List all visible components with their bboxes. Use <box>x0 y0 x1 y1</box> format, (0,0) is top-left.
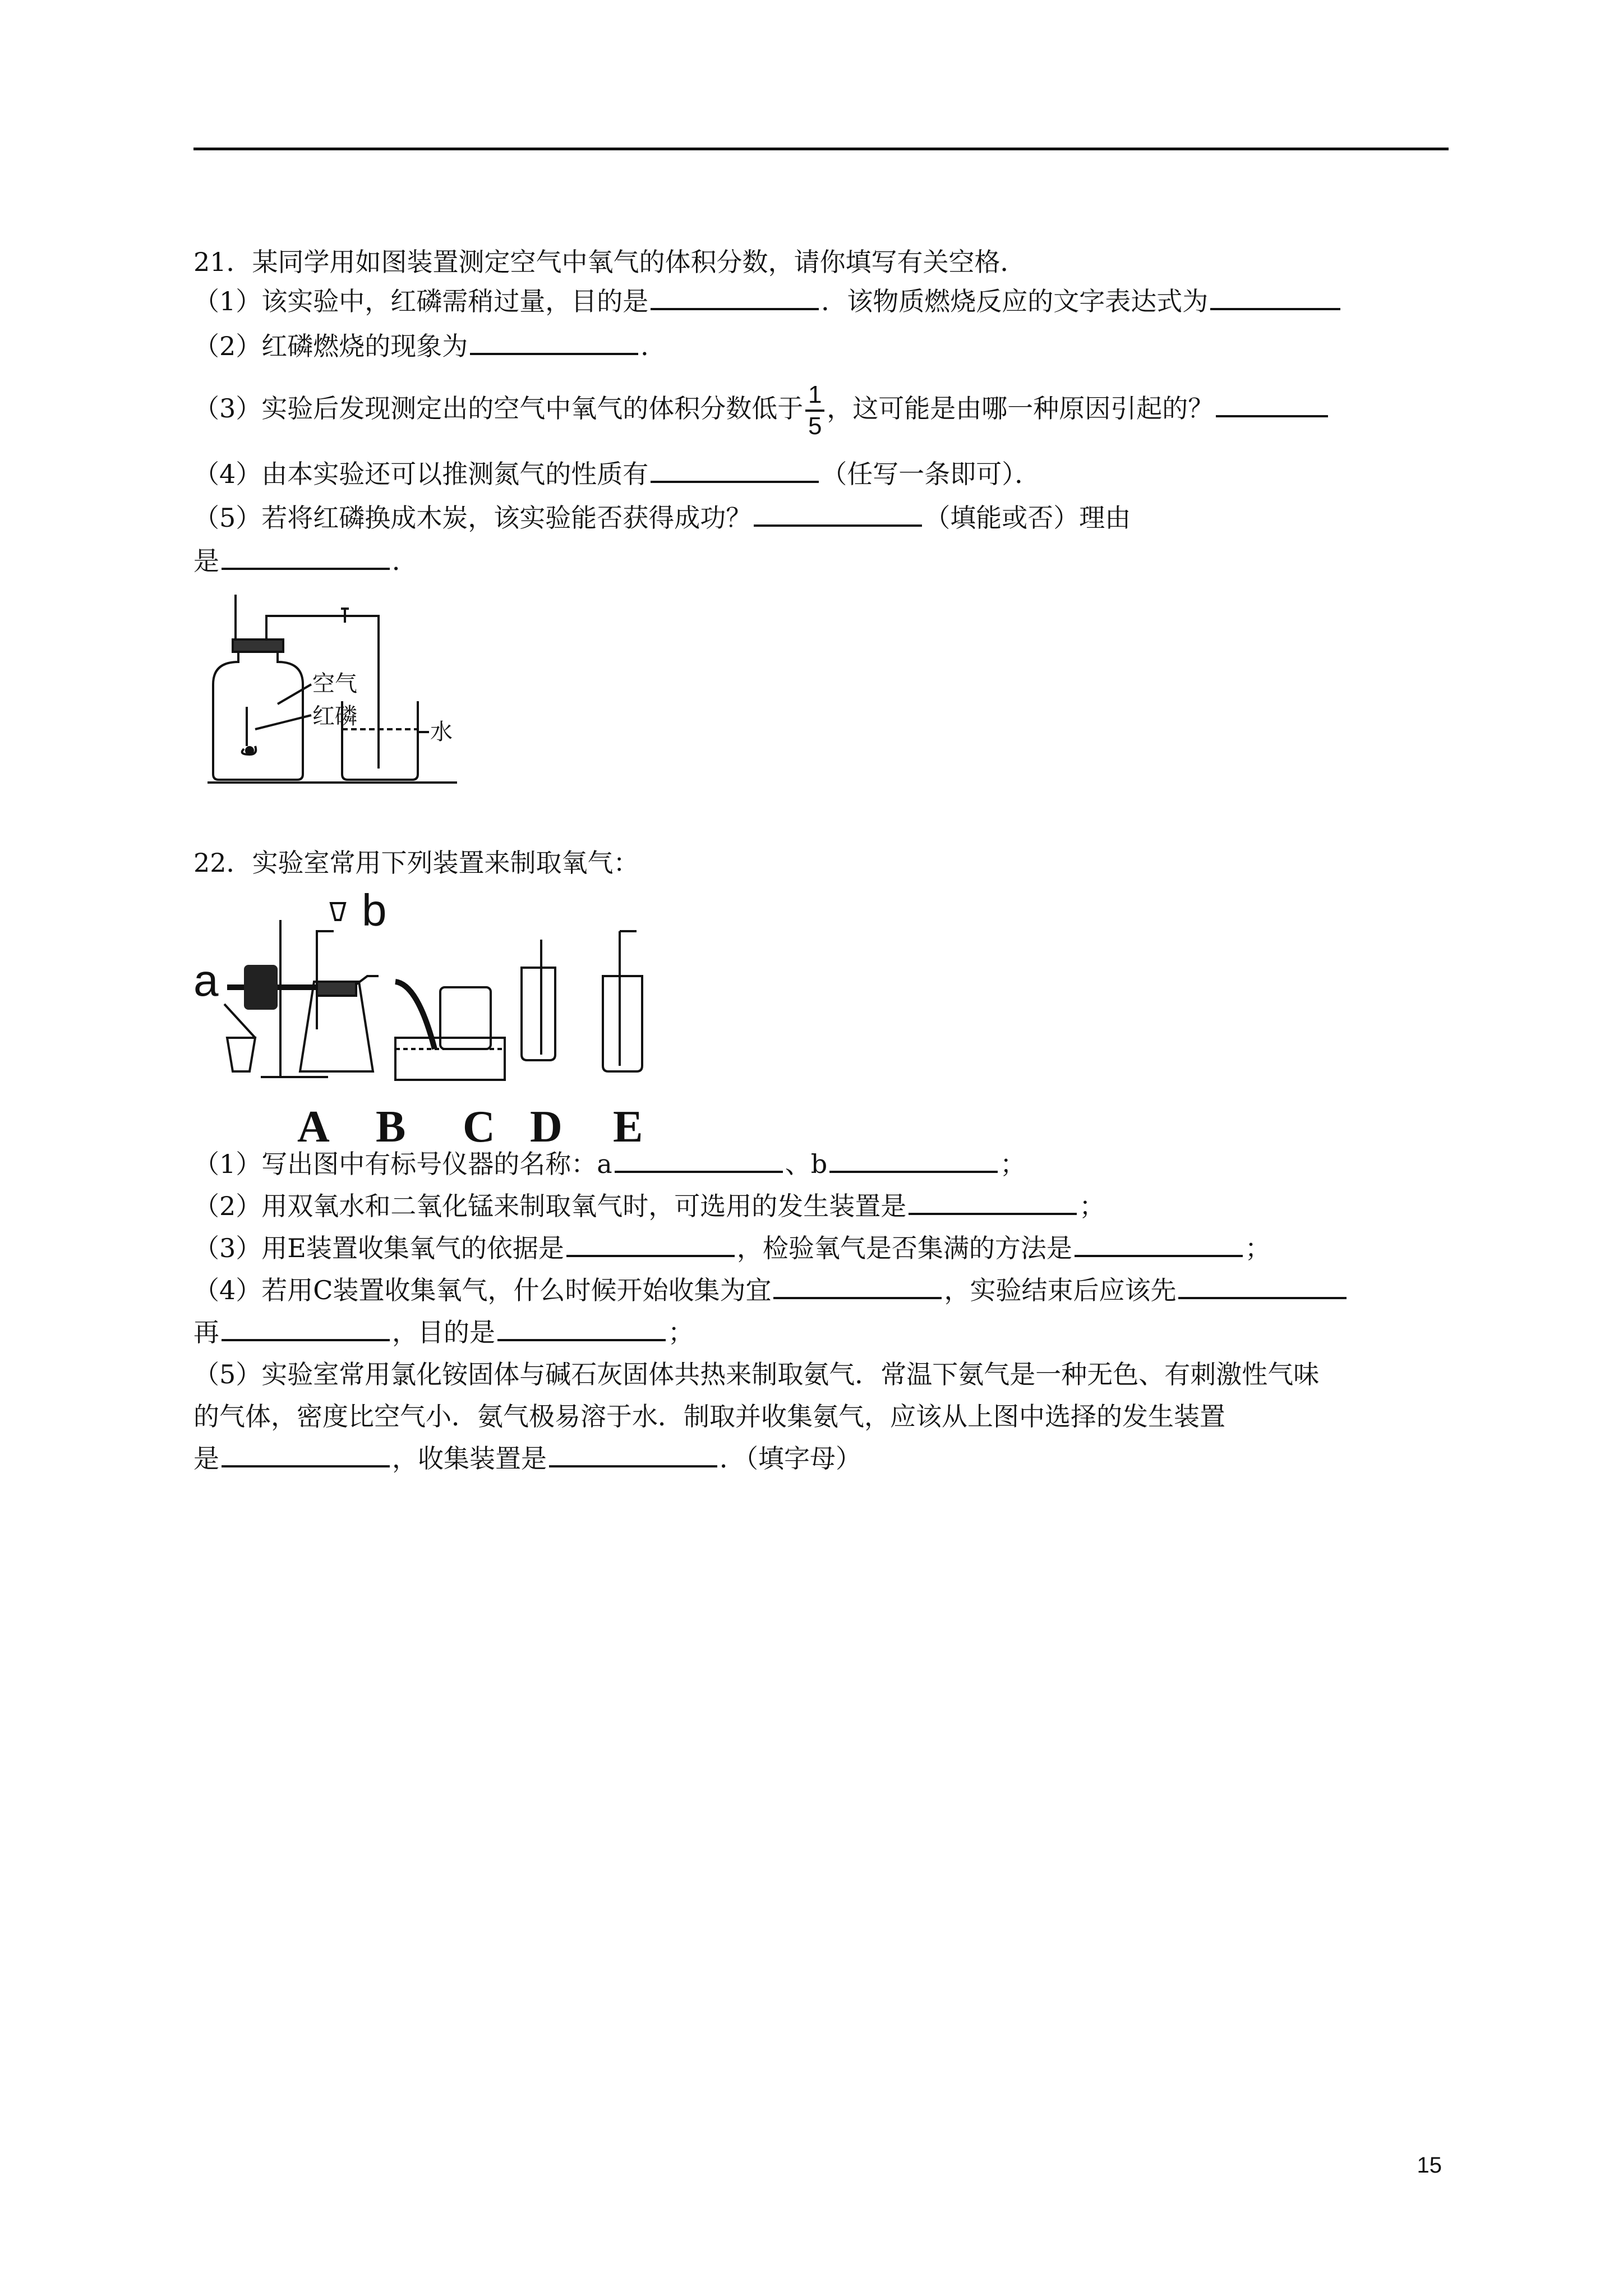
q21-part3 <box>193 381 1330 440</box>
q22-part5-blank-1[interactable] <box>222 1443 390 1467</box>
q21-part5-text-a: （5）若将红磷换成木炭，该实验能否获得成功？ <box>193 503 752 533</box>
page-number: 15 <box>1417 2153 1442 2178</box>
q21-part5-cont <box>193 544 418 578</box>
funnel-top <box>331 903 345 920</box>
q21-part5-text-d: ． <box>392 546 418 576</box>
fraction-bar <box>805 409 824 412</box>
clamp-body <box>244 965 278 1010</box>
q21-part5-text-b: （填能或否）理由 <box>924 503 1131 533</box>
q22-part4-text-e: ； <box>668 1317 694 1347</box>
q22-part2-text-b: ； <box>1079 1191 1105 1221</box>
label-E: E <box>613 1102 643 1144</box>
q22-part5-text-e: ．（填字母） <box>720 1443 861 1474</box>
red-phosphorus-dot <box>246 747 253 754</box>
q21-part5-blank-1[interactable] <box>754 502 922 527</box>
q22-part1 <box>193 1147 1026 1181</box>
q22-part5-line2: 的气体，密度比空气小．氨气极易溶于水．制取并收集氨气，应该从上图中选择的发生装置 <box>193 1401 1225 1432</box>
q21-part2 <box>193 329 666 363</box>
q21-part3-text-a: （3）实验后发现测定出的空气中氧气的体积分数低于 <box>193 393 804 424</box>
q21-part5-text-c: 是 <box>193 546 219 576</box>
q22-part5-blank-2[interactable] <box>549 1443 717 1467</box>
label-A: A <box>297 1102 330 1144</box>
q21-stem: 21．某同学用如图装置测定空气中氧气的体积分数，请你填写有关空格． <box>193 247 1026 277</box>
fraction-numerator: 1 <box>808 381 822 408</box>
q22-part1-text-c: ； <box>1000 1149 1026 1179</box>
q22-part4-text-a: （4）若用C装置收集氧气，什么时候开始收集为宜 <box>193 1275 772 1305</box>
q21-part4 <box>193 457 1040 491</box>
label-b: b <box>362 886 387 935</box>
q22-part3-blank-1[interactable] <box>566 1232 735 1257</box>
q22-part4-blank-3[interactable] <box>222 1317 390 1341</box>
q22-part4-text-b: ，实验结束后应该先 <box>944 1275 1177 1305</box>
flask-stopper <box>317 982 356 996</box>
q22-part5-line3 <box>193 1442 861 1475</box>
fraction-denominator: 5 <box>808 412 822 440</box>
q22-part5-text-c: 是 <box>193 1443 219 1474</box>
q22-part4-text-c: 再 <box>193 1317 219 1347</box>
label-water: 水 <box>430 719 453 745</box>
alcohol-lamp <box>224 1004 255 1071</box>
trough-C <box>395 1038 505 1080</box>
q22-part3-blank-2[interactable] <box>1075 1232 1243 1257</box>
q21-part4-text-a: （4）由本实验还可以推测氮气的性质有 <box>193 459 649 489</box>
q22-part1-blank-b[interactable] <box>829 1148 998 1173</box>
q21-part2-blank[interactable] <box>470 330 638 355</box>
q21-apparatus-figure <box>193 595 457 785</box>
label-D: D <box>530 1102 562 1144</box>
header-rule <box>193 148 1449 150</box>
label-B: B <box>376 1102 406 1144</box>
q21-part5 <box>193 501 1131 535</box>
q22-part2-blank[interactable] <box>909 1190 1077 1215</box>
bottle-outline <box>213 651 303 780</box>
q22-part3-text-c: ； <box>1244 1233 1271 1263</box>
q21-part4-blank[interactable] <box>651 458 819 483</box>
q22-part4-blank-4[interactable] <box>497 1317 666 1341</box>
q21-part3-blank[interactable] <box>1216 393 1328 417</box>
q21-part2-text-a: （2）红磷燃烧的现象为 <box>193 331 468 361</box>
label-phosphorus: 红磷 <box>312 703 357 729</box>
q21-part1-blank-2[interactable] <box>1210 286 1340 310</box>
q21-part1-blank-1[interactable] <box>651 286 819 310</box>
bottle-E <box>603 976 642 1071</box>
q22-part3 <box>193 1231 1271 1265</box>
gas-bottle-C <box>440 987 491 1049</box>
q22-part4-text-d: ，目的是 <box>392 1317 495 1347</box>
label-line-air <box>278 684 311 704</box>
q22-part3-text-b: ，检验氧气是否集满的方法是 <box>736 1233 1072 1263</box>
q22-part4-blank-1[interactable] <box>773 1274 942 1299</box>
fraction-one-fifth <box>805 381 824 440</box>
flask-outlet <box>356 976 379 984</box>
q22-part4-blank-2[interactable] <box>1178 1274 1347 1299</box>
q21-part1-text-b: ．该物质燃烧反应的文字表达式为 <box>821 286 1209 316</box>
q22-part4-cont <box>193 1315 694 1349</box>
q22-part4 <box>193 1273 1349 1307</box>
q22-part5-text-d: ，收集装置是 <box>392 1443 547 1474</box>
q22-part5-line1: （5）实验室常用氯化铵固体与碱石灰固体共热来制取氨气．常温下氨气是一种无色、有刺激性气味 <box>193 1359 1320 1389</box>
q21-part4-text-b: （任写一条即可）． <box>821 459 1041 489</box>
q21-part2-text-b: ． <box>640 331 667 361</box>
q22-part1-blank-a[interactable] <box>615 1148 783 1173</box>
label-a: a <box>193 955 219 1005</box>
q22-part2 <box>193 1189 1105 1223</box>
q21-part5-blank-2[interactable] <box>222 545 390 570</box>
q22-part1-text-a: （1）写出图中有标号仪器的名称：a <box>193 1149 612 1179</box>
label-C: C <box>463 1102 495 1144</box>
q22-stem: 22．实验室常用下列装置来制取氧气： <box>193 848 639 878</box>
label-air: 空气 <box>312 671 357 697</box>
q22-part1-text-b: 、b <box>785 1149 828 1179</box>
tube-E <box>620 931 637 1066</box>
q21-part1 <box>193 284 1343 318</box>
q22-apparatus-figure <box>193 886 838 1144</box>
q22-part2-text-a: （2）用双氧水和二氧化锰来制取氧气时，可选用的发生装置是 <box>193 1191 907 1221</box>
q22-part3-text-a: （3）用E装置收集氧气的依据是 <box>193 1233 564 1263</box>
bottle-stopper <box>233 639 283 652</box>
flask-B-funnel <box>317 931 334 1029</box>
bottle-D <box>522 968 555 1060</box>
q21-part1-text-a: （1）该实验中，红磷需稍过量，目的是 <box>193 286 649 316</box>
q21-part3-text-b: ，这可能是由哪一种原因引起的？ <box>827 393 1214 424</box>
